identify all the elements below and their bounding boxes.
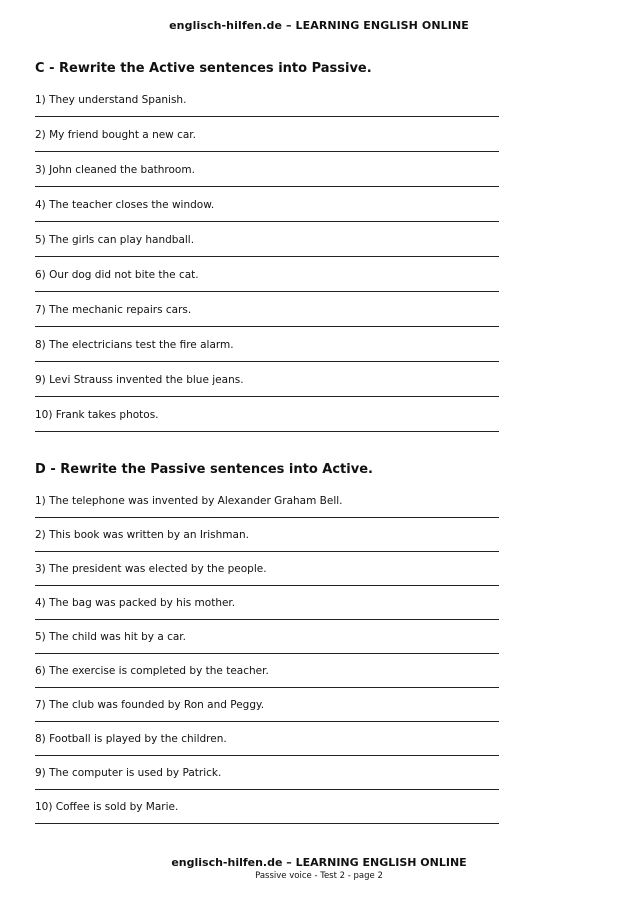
- answer-line[interactable]: [35, 823, 499, 824]
- answer-line[interactable]: [35, 186, 499, 187]
- answer-line[interactable]: [35, 687, 499, 688]
- exercise-item: [35, 597, 505, 631]
- exercise-sentence: 7) The mechanic repairs cars.: [35, 304, 192, 316]
- exercise-item: [35, 733, 505, 767]
- answer-line[interactable]: [35, 326, 499, 327]
- exercise-sentence: 3) The president was elected by the people.: [35, 563, 267, 575]
- section-c-title: C - Rewrite the Active sentences into Passive.: [35, 61, 372, 76]
- page-header: englisch-hilfen.de – LEARNING ENGLISH ONLINE: [169, 19, 469, 32]
- exercise-item: [35, 304, 505, 339]
- answer-line[interactable]: [35, 221, 499, 222]
- exercise-item: [35, 801, 505, 835]
- exercise-sentence: 6) Our dog did not bite the cat.: [35, 269, 199, 281]
- exercise-sentence: 3) John cleaned the bathroom.: [35, 164, 195, 176]
- exercise-item: [35, 631, 505, 665]
- answer-line[interactable]: [35, 361, 499, 362]
- exercise-item: [35, 409, 505, 444]
- answer-line[interactable]: [35, 116, 499, 117]
- section-c-list: [35, 94, 505, 444]
- exercise-item: [35, 164, 505, 199]
- exercise-sentence: 1) The telephone was invented by Alexander Graham Bell.: [35, 495, 343, 507]
- exercise-item: [35, 529, 505, 563]
- exercise-item: [35, 767, 505, 801]
- answer-line[interactable]: [35, 721, 499, 722]
- exercise-item: [35, 199, 505, 234]
- section-d-title: D - Rewrite the Passive sentences into Active.: [35, 462, 373, 477]
- exercise-sentence: 8) Football is played by the children.: [35, 733, 227, 745]
- exercise-sentence: 4) The bag was packed by his mother.: [35, 597, 236, 609]
- section-d-list: [35, 495, 505, 835]
- exercise-item: [35, 339, 505, 374]
- exercise-item: [35, 94, 505, 129]
- answer-line[interactable]: [35, 396, 499, 397]
- exercise-sentence: 2) My friend bought a new car.: [35, 129, 197, 141]
- section-d: [35, 462, 505, 835]
- answer-line[interactable]: [35, 755, 499, 756]
- exercise-item: [35, 269, 505, 304]
- exercise-sentence: 10) Frank takes photos.: [35, 409, 159, 421]
- exercise-sentence: 2) This book was written by an Irishman.: [35, 529, 249, 541]
- exercise-sentence: 9) Levi Strauss invented the blue jeans.: [35, 374, 244, 386]
- exercise-sentence: 8) The electricians test the fire alarm.: [35, 339, 234, 351]
- exercise-item: [35, 374, 505, 409]
- answer-line[interactable]: [35, 653, 499, 654]
- exercise-sentence: 6) The exercise is completed by the teacher.: [35, 665, 269, 677]
- answer-line[interactable]: [35, 789, 499, 790]
- answer-line[interactable]: [35, 291, 499, 292]
- exercise-item: [35, 495, 505, 529]
- answer-line[interactable]: [35, 619, 499, 620]
- exercise-sentence: 5) The child was hit by a car.: [35, 631, 186, 643]
- answer-line[interactable]: [35, 517, 499, 518]
- exercise-sentence: 4) The teacher closes the window.: [35, 199, 215, 211]
- answer-line[interactable]: [35, 431, 499, 432]
- exercise-sentence: 9) The computer is used by Patrick.: [35, 767, 222, 779]
- answer-line[interactable]: [35, 551, 499, 552]
- answer-line[interactable]: [35, 585, 499, 586]
- section-c: [35, 61, 505, 444]
- exercise-item: [35, 699, 505, 733]
- exercise-item: [35, 665, 505, 699]
- exercise-item: [35, 129, 505, 164]
- exercise-sentence: 10) Coffee is sold by Marie.: [35, 801, 179, 813]
- answer-line[interactable]: [35, 151, 499, 152]
- page-footer: [0, 856, 638, 882]
- exercise-item: [35, 563, 505, 597]
- exercise-sentence: 5) The girls can play handball.: [35, 234, 195, 246]
- footer-subtitle: Passive voice - Test 2 - page 2: [255, 871, 383, 881]
- exercise-item: [35, 234, 505, 269]
- exercise-sentence: 1) They understand Spanish.: [35, 94, 187, 106]
- footer-title: englisch-hilfen.de – LEARNING ENGLISH ONLINE: [171, 856, 467, 869]
- exercise-sentence: 7) The club was founded by Ron and Peggy.: [35, 699, 265, 711]
- answer-line[interactable]: [35, 256, 499, 257]
